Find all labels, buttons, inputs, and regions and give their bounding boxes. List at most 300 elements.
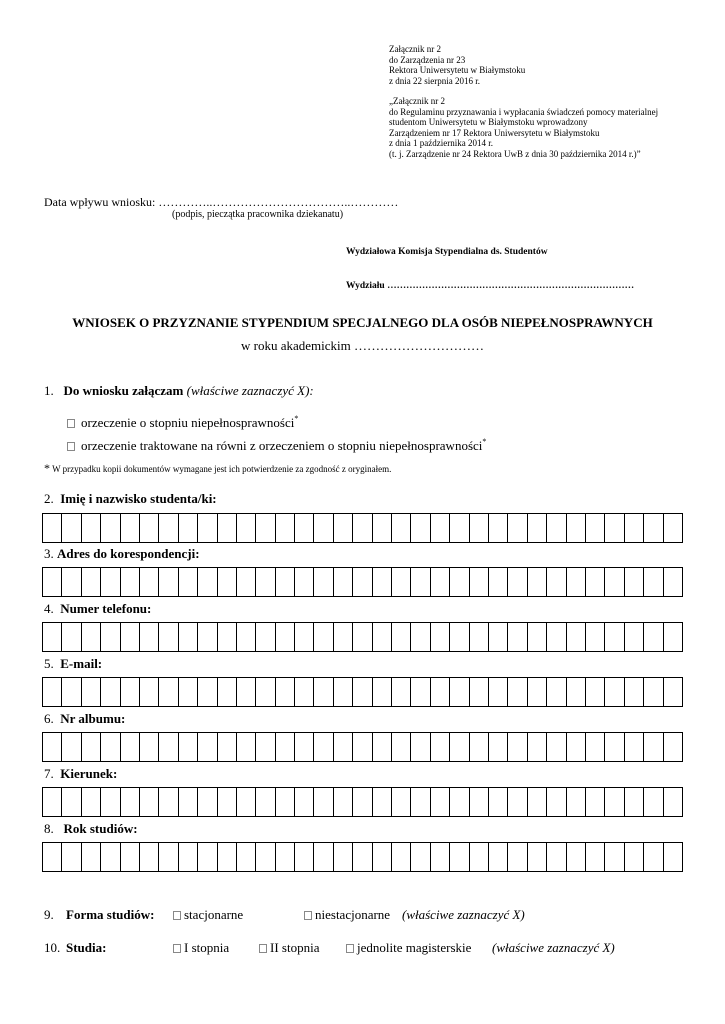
- field-label-major: [44, 766, 117, 782]
- char-box[interactable]: [159, 513, 178, 543]
- char-box[interactable]: [664, 622, 683, 652]
- char-box[interactable]: [314, 677, 333, 707]
- char-box[interactable]: [198, 567, 217, 597]
- char-box[interactable]: [256, 622, 275, 652]
- char-box[interactable]: [334, 567, 353, 597]
- char-box[interactable]: [605, 842, 624, 872]
- char-box[interactable]: [644, 513, 663, 543]
- char-box[interactable]: [82, 622, 101, 652]
- char-box[interactable]: [314, 732, 333, 762]
- album-input-grid[interactable]: [42, 732, 683, 762]
- char-box[interactable]: [159, 622, 178, 652]
- attachments-hint: (właściwe zaznaczyć X):: [186, 383, 314, 398]
- checkbox[interactable]: [67, 442, 75, 451]
- char-box[interactable]: [314, 622, 333, 652]
- char-box[interactable]: [121, 567, 140, 597]
- char-box[interactable]: [218, 732, 237, 762]
- char-box[interactable]: [218, 787, 237, 817]
- char-box[interactable]: [489, 787, 508, 817]
- char-box[interactable]: [140, 787, 159, 817]
- char-box[interactable]: [62, 732, 81, 762]
- char-box[interactable]: [644, 622, 663, 652]
- char-box[interactable]: [159, 787, 178, 817]
- study-level-first[interactable]: [173, 940, 229, 956]
- char-box[interactable]: [314, 842, 333, 872]
- char-box[interactable]: [373, 732, 392, 762]
- char-box[interactable]: [256, 513, 275, 543]
- option-label: orzeczenie traktowane na równi z orzeczeniem o stopniu niepełnosprawności: [81, 438, 483, 453]
- char-box[interactable]: [431, 787, 450, 817]
- char-box[interactable]: [256, 732, 275, 762]
- char-box[interactable]: [664, 732, 683, 762]
- char-box[interactable]: [218, 842, 237, 872]
- field-label: Kierunek:: [60, 766, 118, 781]
- char-box[interactable]: [644, 787, 663, 817]
- header-line: Załącznik nr 2: [389, 44, 441, 54]
- char-box[interactable]: [567, 513, 586, 543]
- char-box[interactable]: [528, 677, 547, 707]
- char-box[interactable]: [373, 787, 392, 817]
- char-box[interactable]: [82, 732, 101, 762]
- char-box[interactable]: [586, 513, 605, 543]
- study-level-hint: (właściwe zaznaczyć X): [492, 940, 615, 955]
- char-box[interactable]: [392, 567, 411, 597]
- char-box[interactable]: [547, 842, 566, 872]
- major-input-grid[interactable]: [42, 787, 683, 817]
- char-box[interactable]: [256, 842, 275, 872]
- footnote-text: W przypadku kopii dokumentów wymagane jest ich potwierdzenie za zgodność z oryginałem.: [52, 464, 392, 474]
- char-box[interactable]: [547, 677, 566, 707]
- char-box[interactable]: [431, 513, 450, 543]
- char-box[interactable]: [605, 622, 624, 652]
- char-box[interactable]: [334, 622, 353, 652]
- study-form-part-time[interactable]: [304, 907, 390, 923]
- email-input-grid[interactable]: [42, 677, 683, 707]
- char-box[interactable]: [314, 787, 333, 817]
- char-box[interactable]: [664, 787, 683, 817]
- char-box[interactable]: [198, 732, 217, 762]
- char-box[interactable]: [101, 622, 120, 652]
- char-box[interactable]: [62, 677, 81, 707]
- char-box[interactable]: [489, 513, 508, 543]
- char-box[interactable]: [334, 732, 353, 762]
- field-number: 3.: [44, 546, 54, 561]
- char-box[interactable]: [625, 677, 644, 707]
- char-box[interactable]: [121, 787, 140, 817]
- char-box[interactable]: [101, 787, 120, 817]
- char-box[interactable]: [237, 622, 256, 652]
- char-box[interactable]: [179, 677, 198, 707]
- char-box[interactable]: [82, 677, 101, 707]
- asterisk: *: [294, 414, 299, 423]
- char-box[interactable]: [470, 513, 489, 543]
- char-box[interactable]: [625, 567, 644, 597]
- char-box[interactable]: [295, 622, 314, 652]
- field-number: 4.: [44, 601, 54, 616]
- char-box[interactable]: [625, 787, 644, 817]
- char-box[interactable]: [179, 732, 198, 762]
- char-box[interactable]: [159, 677, 178, 707]
- study-year-input-grid[interactable]: [42, 842, 683, 872]
- char-box[interactable]: [431, 622, 450, 652]
- char-box[interactable]: [101, 677, 120, 707]
- char-box[interactable]: [353, 567, 372, 597]
- char-box[interactable]: [373, 677, 392, 707]
- char-box[interactable]: [567, 732, 586, 762]
- char-box[interactable]: [198, 842, 217, 872]
- char-box[interactable]: [218, 622, 237, 652]
- char-box[interactable]: [82, 513, 101, 543]
- study-level-number: 10.: [44, 940, 61, 955]
- char-box[interactable]: [489, 567, 508, 597]
- char-box[interactable]: [159, 567, 178, 597]
- char-box[interactable]: [508, 842, 527, 872]
- char-box[interactable]: [489, 842, 508, 872]
- char-box[interactable]: [450, 842, 469, 872]
- study-level-second[interactable]: [259, 940, 319, 956]
- char-box[interactable]: [295, 513, 314, 543]
- checkbox[interactable]: [259, 944, 267, 953]
- char-box[interactable]: [276, 787, 295, 817]
- char-box[interactable]: [586, 787, 605, 817]
- char-box[interactable]: [664, 513, 683, 543]
- faculty-line[interactable]: [346, 281, 634, 291]
- char-box[interactable]: [664, 567, 683, 597]
- char-box[interactable]: [664, 677, 683, 707]
- footnote-star: *: [44, 461, 50, 475]
- char-box[interactable]: [625, 622, 644, 652]
- char-box[interactable]: [373, 567, 392, 597]
- char-box[interactable]: [528, 842, 547, 872]
- char-box[interactable]: [353, 842, 372, 872]
- char-box[interactable]: [450, 513, 469, 543]
- char-box[interactable]: [489, 677, 508, 707]
- char-box[interactable]: [470, 567, 489, 597]
- char-box[interactable]: [508, 567, 527, 597]
- char-box[interactable]: [450, 622, 469, 652]
- char-box[interactable]: [528, 732, 547, 762]
- study-form-label: Forma studiów:: [66, 907, 155, 922]
- char-box[interactable]: [314, 567, 333, 597]
- char-box[interactable]: [198, 787, 217, 817]
- char-box[interactable]: [237, 513, 256, 543]
- attachment-option-1[interactable]: [67, 414, 298, 431]
- char-box[interactable]: [450, 677, 469, 707]
- char-box[interactable]: [276, 622, 295, 652]
- char-box[interactable]: [101, 842, 120, 872]
- study-form-hint: (właściwe zaznaczyć X): [402, 907, 525, 922]
- char-box[interactable]: [140, 732, 159, 762]
- char-box[interactable]: [43, 677, 62, 707]
- char-box[interactable]: [625, 732, 644, 762]
- header-line: Rektora Uniwersytetu w Białymstoku: [389, 65, 526, 75]
- char-box[interactable]: [237, 567, 256, 597]
- char-box[interactable]: [508, 622, 527, 652]
- char-box[interactable]: [179, 622, 198, 652]
- char-box[interactable]: [353, 787, 372, 817]
- char-box[interactable]: [547, 513, 566, 543]
- char-box[interactable]: [605, 513, 624, 543]
- char-box[interactable]: [586, 677, 605, 707]
- option-label: I stopnia: [184, 940, 230, 955]
- char-box[interactable]: [392, 677, 411, 707]
- char-box[interactable]: [605, 677, 624, 707]
- char-box[interactable]: [43, 622, 62, 652]
- char-box[interactable]: [431, 567, 450, 597]
- char-box[interactable]: [140, 513, 159, 543]
- char-box[interactable]: [140, 842, 159, 872]
- char-box[interactable]: [353, 677, 372, 707]
- char-box[interactable]: [373, 622, 392, 652]
- academic-year-line[interactable]: w roku akademickim …………………………: [241, 338, 484, 353]
- checkbox[interactable]: [67, 419, 75, 428]
- char-box[interactable]: [334, 677, 353, 707]
- char-box[interactable]: [547, 622, 566, 652]
- field-label: Adres do korespondencji:: [57, 546, 200, 561]
- char-box[interactable]: [586, 732, 605, 762]
- char-box[interactable]: [256, 567, 275, 597]
- char-box[interactable]: [82, 842, 101, 872]
- char-box[interactable]: [586, 622, 605, 652]
- faculty-label: Wydziału ……………………………………………………………………: [346, 281, 635, 291]
- char-box[interactable]: [431, 842, 450, 872]
- char-box[interactable]: [121, 622, 140, 652]
- char-box[interactable]: [567, 622, 586, 652]
- char-box[interactable]: [567, 787, 586, 817]
- char-box[interactable]: [43, 732, 62, 762]
- study-form-full-time[interactable]: [173, 907, 243, 923]
- option-label: jednolite magisterskie: [357, 940, 472, 955]
- char-box[interactable]: [373, 513, 392, 543]
- char-box[interactable]: [664, 842, 683, 872]
- char-box[interactable]: [470, 732, 489, 762]
- char-box[interactable]: [140, 622, 159, 652]
- char-box[interactable]: [62, 787, 81, 817]
- char-box[interactable]: [276, 677, 295, 707]
- char-box[interactable]: [470, 622, 489, 652]
- char-box[interactable]: [567, 842, 586, 872]
- char-box[interactable]: [179, 787, 198, 817]
- char-box[interactable]: [392, 622, 411, 652]
- char-box[interactable]: [237, 842, 256, 872]
- char-box[interactable]: [276, 842, 295, 872]
- char-box[interactable]: [547, 567, 566, 597]
- char-box[interactable]: [625, 513, 644, 543]
- char-box[interactable]: [450, 732, 469, 762]
- char-box[interactable]: [644, 842, 663, 872]
- char-box[interactable]: [198, 513, 217, 543]
- char-box[interactable]: [450, 787, 469, 817]
- char-box[interactable]: [140, 677, 159, 707]
- char-box[interactable]: [140, 567, 159, 597]
- field-number: 8.: [44, 821, 54, 836]
- field-label: Rok studiów:: [63, 821, 138, 836]
- char-box[interactable]: [411, 567, 430, 597]
- char-box[interactable]: [470, 842, 489, 872]
- char-box[interactable]: [373, 842, 392, 872]
- char-box[interactable]: [43, 842, 62, 872]
- char-box[interactable]: [101, 567, 120, 597]
- char-box[interactable]: [82, 787, 101, 817]
- char-box[interactable]: [62, 513, 81, 543]
- char-box[interactable]: [489, 622, 508, 652]
- char-box[interactable]: [625, 842, 644, 872]
- char-box[interactable]: [237, 677, 256, 707]
- char-box[interactable]: [256, 787, 275, 817]
- char-box[interactable]: [256, 677, 275, 707]
- char-box[interactable]: [237, 732, 256, 762]
- char-box[interactable]: [159, 732, 178, 762]
- char-box[interactable]: [101, 732, 120, 762]
- option-label: niestacjonarne: [315, 907, 391, 922]
- char-box[interactable]: [198, 622, 217, 652]
- char-box[interactable]: [218, 567, 237, 597]
- option-label: stacjonarne: [184, 907, 244, 922]
- option-label: II stopnia: [270, 940, 320, 955]
- field-number: 6.: [44, 711, 54, 726]
- char-box[interactable]: [43, 567, 62, 597]
- receipt-date-line[interactable]: Data wpływu wniosku: …………..……………………………..…………: [44, 195, 399, 209]
- char-box[interactable]: [528, 787, 547, 817]
- form-title: WNIOSEK O PRZYZNANIE STYPENDIUM SPECJALNEGO DLA OSÓB NIEPEŁNOSPRAWNYCH: [72, 315, 653, 330]
- char-box[interactable]: [411, 732, 430, 762]
- char-box[interactable]: [101, 513, 120, 543]
- char-box[interactable]: [121, 677, 140, 707]
- char-box[interactable]: [159, 842, 178, 872]
- char-box[interactable]: [392, 732, 411, 762]
- phone-input-grid[interactable]: [42, 622, 683, 652]
- char-box[interactable]: [411, 622, 430, 652]
- char-box[interactable]: [450, 567, 469, 597]
- char-box[interactable]: [43, 787, 62, 817]
- char-box[interactable]: [489, 732, 508, 762]
- char-box[interactable]: [605, 567, 624, 597]
- header-line: do Zarządzenia nr 23: [389, 54, 466, 65]
- study-form-number: 9.: [44, 907, 54, 922]
- char-box[interactable]: [547, 732, 566, 762]
- char-box[interactable]: [567, 677, 586, 707]
- header-line: Zarządzeniem nr 17 Rektora Uniwersytetu w Białymstoku: [389, 127, 600, 138]
- char-box[interactable]: [411, 842, 430, 872]
- char-box[interactable]: [353, 513, 372, 543]
- field-label-name: [44, 491, 217, 507]
- header-line: do Regulaminu przyznawania i wypłacania świadczeń pomocy materialnej: [389, 106, 659, 117]
- char-box[interactable]: [276, 567, 295, 597]
- char-box[interactable]: [528, 622, 547, 652]
- char-box[interactable]: [62, 622, 81, 652]
- char-box[interactable]: [334, 787, 353, 817]
- study-level-unified[interactable]: [346, 940, 471, 956]
- char-box[interactable]: [508, 677, 527, 707]
- char-box[interactable]: [276, 513, 295, 543]
- attachments-label: Do wniosku załączam: [63, 383, 184, 398]
- char-box[interactable]: [411, 677, 430, 707]
- field-label-year: [44, 821, 138, 837]
- field-label: E-mail:: [60, 656, 103, 671]
- char-box[interactable]: [431, 732, 450, 762]
- address-input-grid[interactable]: [42, 567, 683, 597]
- char-box[interactable]: [198, 677, 217, 707]
- char-box[interactable]: [644, 677, 663, 707]
- char-box[interactable]: [605, 732, 624, 762]
- char-box[interactable]: [353, 622, 372, 652]
- char-box[interactable]: [644, 567, 663, 597]
- char-box[interactable]: [334, 842, 353, 872]
- char-box[interactable]: [179, 513, 198, 543]
- char-box[interactable]: [62, 567, 81, 597]
- char-box[interactable]: [392, 787, 411, 817]
- char-box[interactable]: [62, 842, 81, 872]
- char-box[interactable]: [334, 513, 353, 543]
- committee-name: Wydziałowa Komisja Stypendialna ds. Studentów: [346, 247, 548, 257]
- char-box[interactable]: [295, 567, 314, 597]
- char-box[interactable]: [411, 513, 430, 543]
- checkbox[interactable]: [304, 911, 312, 920]
- char-box[interactable]: [295, 842, 314, 872]
- checkbox[interactable]: [346, 944, 354, 953]
- char-box[interactable]: [528, 567, 547, 597]
- char-box[interactable]: [508, 513, 527, 543]
- char-box[interactable]: [121, 732, 140, 762]
- header-line: (t. j. Zarządzenie nr 24 Rektora UwB z dnia 30 października 2014 r.)”: [389, 148, 641, 159]
- char-box[interactable]: [411, 787, 430, 817]
- footnote: [44, 461, 391, 476]
- checkbox[interactable]: [173, 911, 181, 920]
- char-box[interactable]: [431, 677, 450, 707]
- name-input-grid[interactable]: [42, 513, 683, 543]
- char-box[interactable]: [295, 677, 314, 707]
- char-box[interactable]: [295, 732, 314, 762]
- attachment-option-2[interactable]: [67, 437, 486, 454]
- option-label: orzeczenie o stopniu niepełnosprawności: [81, 415, 295, 430]
- char-box[interactable]: [567, 567, 586, 597]
- char-box[interactable]: [82, 567, 101, 597]
- field-label-album: [44, 711, 125, 727]
- char-box[interactable]: [508, 732, 527, 762]
- char-box[interactable]: [470, 787, 489, 817]
- char-box[interactable]: [528, 513, 547, 543]
- field-number: 7.: [44, 766, 54, 781]
- char-box[interactable]: [179, 842, 198, 872]
- char-box[interactable]: [218, 677, 237, 707]
- header-line: studentom Uniwersytetu w Białymstoku wprowadzony: [389, 117, 588, 127]
- checkbox[interactable]: [173, 944, 181, 953]
- char-box[interactable]: [470, 677, 489, 707]
- char-box[interactable]: [353, 732, 372, 762]
- char-box[interactable]: [586, 842, 605, 872]
- char-box[interactable]: [121, 842, 140, 872]
- char-box[interactable]: [121, 513, 140, 543]
- field-label-email: [44, 656, 102, 672]
- char-box[interactable]: [43, 513, 62, 543]
- char-box[interactable]: [179, 567, 198, 597]
- char-box[interactable]: [392, 513, 411, 543]
- char-box[interactable]: [605, 787, 624, 817]
- char-box[interactable]: [508, 787, 527, 817]
- char-box[interactable]: [237, 787, 256, 817]
- char-box[interactable]: [218, 513, 237, 543]
- header-line: z dnia 22 sierpnia 2016 r.: [389, 75, 480, 86]
- char-box[interactable]: [644, 732, 663, 762]
- char-box[interactable]: [392, 842, 411, 872]
- char-box[interactable]: [276, 732, 295, 762]
- char-box[interactable]: [547, 787, 566, 817]
- field-label-address: [44, 546, 200, 562]
- field-number: 2.: [44, 491, 54, 506]
- char-box[interactable]: [586, 567, 605, 597]
- char-box[interactable]: [295, 787, 314, 817]
- char-box[interactable]: [314, 513, 333, 543]
